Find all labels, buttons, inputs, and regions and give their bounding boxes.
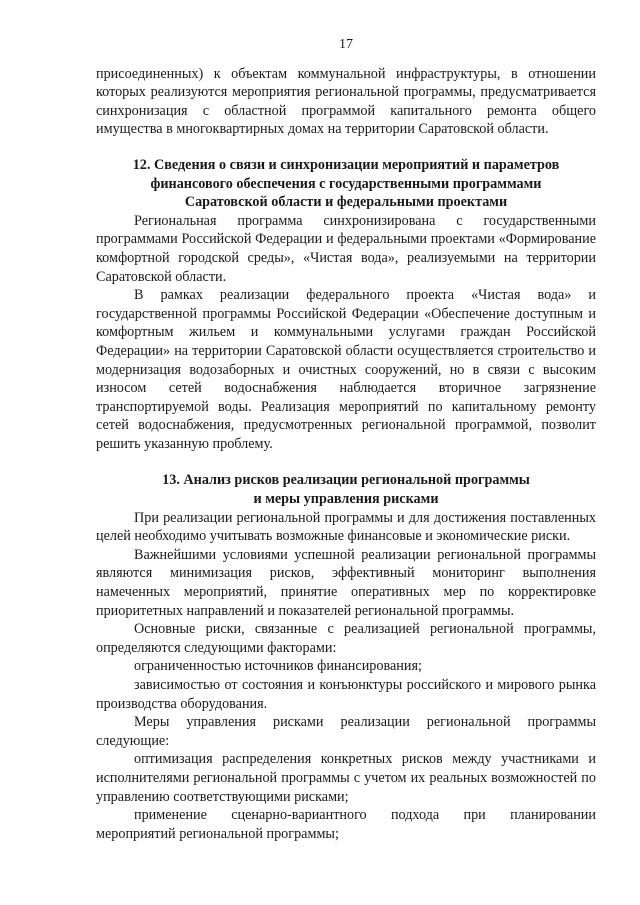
document-page [96,36,596,843]
section-13-heading-line-1: 13. Анализ рисков реализации региональной программы [162,472,530,489]
section-12-paragraph-2: В рамках реализации федерального проекта «Чистая вода» и государственной программы Российской Федерации «Обеспечение доступным и комфортным жильем и коммунальными услугами граждан Российской Федерации» на территории Саратовской области осуществляется строительство и модернизация водозаборных и очистных сооружений, но в связи с высоким износом сетей водоснабжения наблюдается вторичное загрязнение транспортируемой воды. Реализация мероприятий по капитальному ремонту сетей водоснабжения, предусмотренных региональной программой, позволит решить указанную проблему. [96,287,596,452]
section-12-heading-line-2: финансового обеспечения с государственными программами [150,175,542,192]
section-13-paragraph-4: Меры управления рисками реализации региональной программы следующие: [96,714,596,749]
section-12-paragraph-1: Региональная программа синхронизирована с государственными программами Российской Федерации и федеральными проектами «Формирование комфортной городской среды», «Чистая вода», реализуемыми на территории Саратовской области. [96,212,596,285]
intro-paragraph: присоединенных) к объектам коммунальной инфраструктуры, в отношении которых реализуются мероприятия региональной программы, предусматривается синхронизация с областной программой капитального ремонта общего имущества в многоквартирных домах на территории Саратовской области. [96,65,596,138]
section-13-list-item-2: зависимостью от состояния и конъюнктуры российского и мирового рынка производства оборудования. [96,677,596,712]
section-13-list-item-1: ограниченностью источников финансирования; [134,658,422,675]
section-12-heading [96,156,596,212]
section-13-paragraph-2: Важнейшими условиями успешной реализации региональной программы являются минимизация рисков, эффективный мониторинг выполнения намеченных мероприятий, принятие оперативных мер по корректировке приоритетных направлений и показателей региональной программы. [96,546,596,619]
section-13-list-item-4: применение сценарно-вариантного подхода при планировании мероприятий региональной программы; [96,807,596,842]
section-13-paragraph-1: При реализации региональной программы и для достижения поставленных целей необходимо учитывать возможные финансовые и экономические риски. [96,509,596,545]
section-13-heading [96,471,596,508]
page-number: 17 [339,37,353,52]
section-13-heading-line-2: и меры управления рисками [253,491,439,508]
section-12-heading-line-1: 12. Сведения о связи и синхронизации мероприятий и параметров [132,156,560,173]
section-12-heading-line-3: Саратовской области и федеральными проектами [184,194,508,211]
section-13-list-item-3: оптимизация распределения конкретных рисков между участниками и исполнителями региональной программы с учетом их реальных возможностей по управлению соответствующими рисками; [96,751,596,805]
section-13-paragraph-3: Основные риски, связанные с реализацией региональной программы, определяются следующими факторами: [96,621,596,656]
